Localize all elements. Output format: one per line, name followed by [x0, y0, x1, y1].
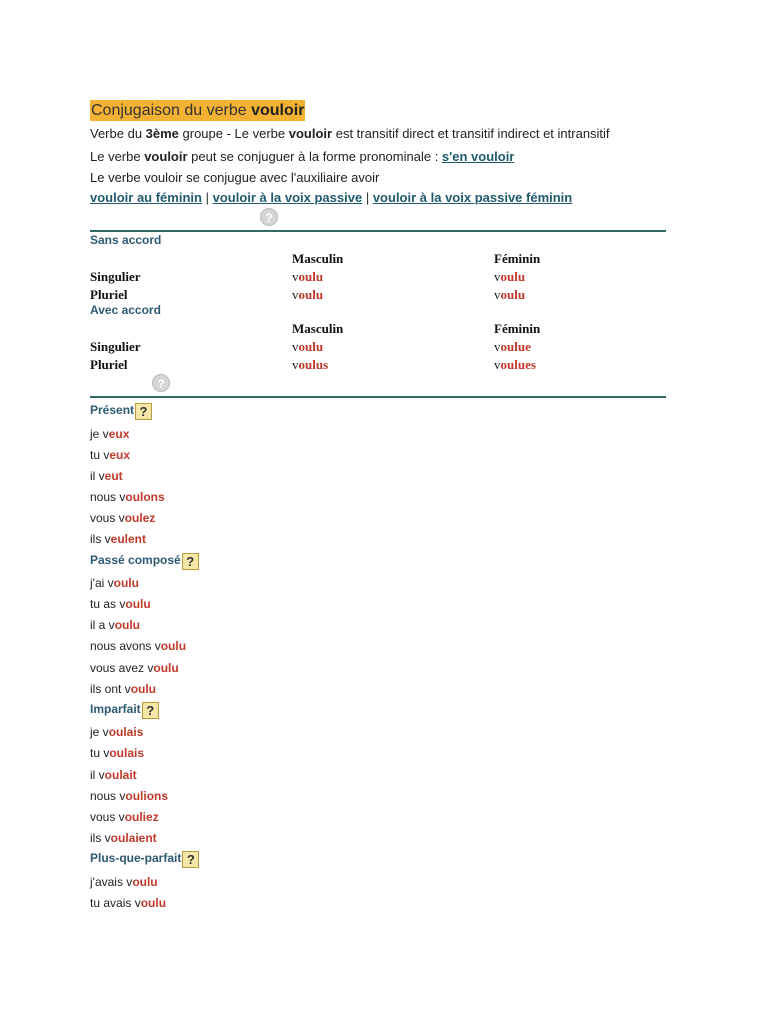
conjugation-line — [90, 532, 146, 546]
participle-cell — [292, 287, 323, 303]
title-verb: vouloir — [251, 102, 305, 119]
conjugation-line — [90, 725, 143, 739]
pronoun-stem: ils ont v — [90, 682, 131, 696]
intro-verb: vouloir — [144, 149, 188, 164]
feminine-link[interactable]: vouloir au féminin — [90, 190, 202, 205]
divider — [90, 396, 666, 398]
tense-name: Imparfait — [90, 702, 141, 716]
ending: oulez — [124, 511, 156, 525]
conjugation-line — [90, 511, 155, 525]
pronoun-stem: il v — [90, 768, 105, 782]
ending: oulu — [298, 287, 324, 302]
masculin-header: Masculin — [292, 321, 344, 336]
conjugation-line — [90, 639, 186, 653]
ending: oulu — [130, 682, 157, 696]
ending: oulu — [500, 269, 526, 284]
passive-link[interactable]: vouloir à la voix passive — [212, 190, 363, 205]
tense-passe-compose-heading — [90, 553, 199, 570]
variant-links — [90, 190, 572, 205]
conjugation-line — [90, 789, 168, 803]
ending: oulues — [500, 357, 536, 372]
help-icon[interactable]: ? — [135, 403, 152, 420]
ending: oulions — [125, 789, 169, 803]
tense-name: Passé composé — [90, 553, 181, 567]
pronoun-stem: j'ai v — [90, 576, 114, 590]
help-icon[interactable]: ? — [260, 208, 278, 226]
participle-cell — [292, 357, 328, 373]
pronoun-stem: il a v — [90, 618, 115, 632]
pronoun-stem: nous avons v — [90, 639, 161, 653]
singulier-label: Singulier — [90, 339, 141, 354]
conjugation-line — [90, 661, 179, 675]
ending: oulons — [125, 490, 165, 504]
ending: ouliez — [124, 810, 159, 824]
conjugation-line — [90, 746, 144, 760]
pronoun-stem: vous avez v — [90, 661, 154, 675]
ending: oulu — [113, 576, 139, 590]
tense-present-heading — [90, 403, 152, 420]
intro-verb: vouloir — [288, 126, 333, 141]
intro-text: Le verbe — [90, 149, 145, 164]
conjugation-line — [90, 875, 158, 889]
ending: oulaient — [110, 831, 157, 845]
divider — [90, 230, 666, 232]
conjugation-line — [90, 576, 139, 590]
tense-imparfait-heading — [90, 702, 159, 719]
stem: v — [494, 287, 501, 302]
intro-text: Verbe du — [90, 126, 146, 141]
help-icon[interactable]: ? — [142, 702, 159, 719]
participle-cell — [292, 339, 323, 355]
ending: oulais — [108, 725, 144, 739]
intro-group: 3ème — [145, 126, 179, 141]
intro-line-group — [90, 126, 610, 141]
ending: oulu — [160, 639, 187, 653]
pronoun-stem: il v — [90, 469, 105, 483]
intro-text: peut se conjuguer à la forme pronominale : — [187, 149, 442, 164]
stem: v — [292, 269, 299, 284]
pronoun-stem: vous v — [90, 810, 125, 824]
conjugation-line — [90, 448, 130, 462]
ending: eux — [109, 448, 131, 462]
ending: eux — [108, 427, 130, 441]
page-title — [90, 100, 305, 121]
pluriel-label: Pluriel — [90, 287, 128, 302]
stem: v — [494, 269, 501, 284]
pronoun-stem: tu as v — [90, 597, 126, 611]
participle-cell — [292, 269, 323, 285]
pronoun-stem: je v — [90, 725, 109, 739]
ending: oulu — [153, 661, 179, 675]
intro-text: groupe - Le verbe — [178, 126, 289, 141]
feminin-header: Féminin — [494, 251, 541, 266]
avec-accord-heading: Avec accord — [90, 303, 161, 317]
pronoun-stem: je v — [90, 427, 109, 441]
participle-cell — [494, 269, 525, 285]
singulier-label: Singulier — [90, 269, 141, 284]
conjugation-line — [90, 768, 137, 782]
ending: eulent — [110, 532, 147, 546]
ending: oulais — [109, 746, 145, 760]
conjugation-line — [90, 831, 157, 845]
participle-cell — [494, 339, 531, 355]
conjugation-line — [90, 896, 166, 910]
ending: oulue — [500, 339, 531, 354]
intro-text: est transitif direct et transitif indirect et intransitif — [332, 126, 610, 141]
conjugation-line — [90, 682, 156, 696]
ending: oulu — [298, 339, 324, 354]
pronoun-stem: tu v — [90, 448, 110, 462]
help-icon[interactable]: ? — [152, 374, 170, 392]
title-prefix: Conjugaison du verbe — [91, 102, 252, 119]
ending: oulu — [140, 896, 167, 910]
ending: oulu — [125, 597, 151, 611]
ending: oulu — [298, 269, 324, 284]
help-icon[interactable]: ? — [182, 851, 199, 868]
pronominal-link[interactable]: s'en vouloir — [441, 149, 515, 164]
pronoun-stem: nous v — [90, 490, 126, 504]
conjugation-line — [90, 597, 151, 611]
participle-cell — [494, 357, 536, 373]
link-separator: | — [205, 190, 209, 205]
masculin-header: Masculin — [292, 251, 344, 266]
ending: oulait — [104, 768, 137, 782]
conjugation-line — [90, 618, 140, 632]
tense-name: Plus-que-parfait — [90, 851, 182, 865]
link-separator: | — [365, 190, 370, 205]
ending: oulus — [298, 357, 329, 372]
stem: v — [494, 357, 501, 372]
pronoun-stem: j'avais v — [90, 875, 133, 889]
passive-feminine-link[interactable]: vouloir à la voix passive féminin — [372, 190, 573, 205]
pronoun-stem: tu v — [90, 746, 110, 760]
ending: oulu — [114, 618, 141, 632]
intro-line-auxiliary: Le verbe vouloir se conjugue avec l'auxiliaire avoir — [90, 170, 380, 185]
feminin-header: Féminin — [494, 321, 541, 336]
participle-cell — [494, 287, 525, 303]
pronoun-stem: nous v — [90, 789, 126, 803]
conjugation-line — [90, 810, 159, 824]
help-icon[interactable]: ? — [182, 553, 199, 570]
conjugation-line — [90, 490, 165, 504]
conjugation-line — [90, 469, 123, 483]
intro-line-pronominal — [90, 149, 514, 164]
sans-accord-heading: Sans accord — [90, 233, 162, 247]
ending: oulu — [132, 875, 158, 889]
ending: eut — [104, 469, 123, 483]
pronoun-stem: ils v — [90, 831, 111, 845]
conjugation-line — [90, 427, 129, 441]
stem: v — [292, 357, 299, 372]
stem: v — [292, 287, 299, 302]
pluriel-label: Pluriel — [90, 357, 128, 372]
pronoun-stem: ils v — [90, 532, 111, 546]
tense-plus-que-parfait-heading — [90, 851, 199, 868]
ending: oulu — [500, 287, 526, 302]
stem: v — [494, 339, 501, 354]
tense-name: Présent — [90, 403, 135, 417]
pronoun-stem: tu avais v — [90, 896, 141, 910]
pronoun-stem: vous v — [90, 511, 125, 525]
stem: v — [292, 339, 299, 354]
